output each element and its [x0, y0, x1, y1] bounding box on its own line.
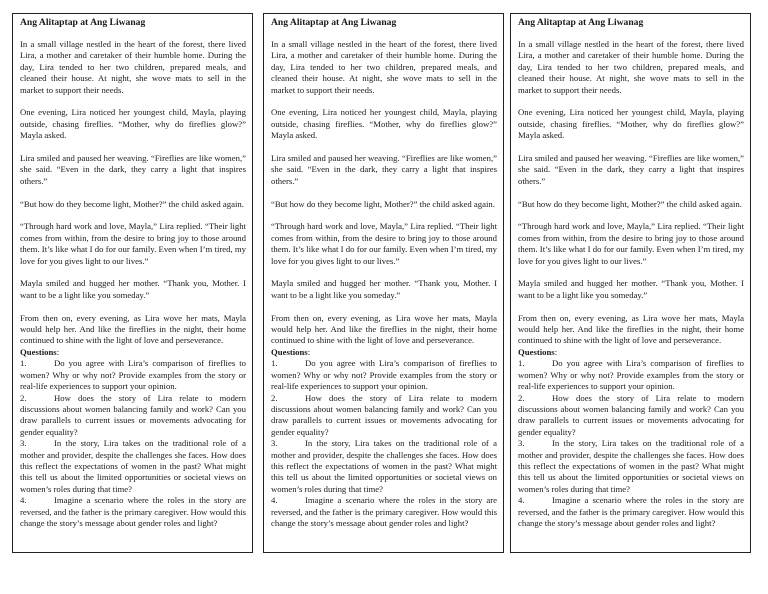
story-paragraph: From then on, every evening, as Lira wove her mats, Mayla would help her. And like the fireflies in the night, their home continued to shine with the light of love and perseverance. [271, 312, 497, 346]
story-paragraph: Mayla smiled and hugged her mother. “Thank you, Mother. I want to be a light like you someday.” [518, 278, 744, 300]
questions-heading: Questions: [518, 346, 558, 357]
question-item: 3. In the story, Lira takes on the traditional role of a mother and provider, despite the challenges she faces. How does this reflect the expectations of women in the past? What might this tell us about the limited opportunities or societal views on women’s roles during that time? [518, 438, 744, 494]
story-paragraph: “But how do they become light, Mother?” the child asked again. [20, 198, 244, 209]
story-paragraph: Mayla smiled and hugged her mother. “Thank you, Mother. I want to be a light like you someday.” [20, 278, 246, 300]
story-paragraph: “Through hard work and love, Mayla,” Lira replied. “Their light comes from within, from the desire to bring joy to those around them. It’s like what I do for our family. Even when I’m tired, my love for you gives light to our lives.” [20, 221, 246, 266]
story-paragraph: Lira smiled and paused her weaving. “Fireflies are like women,” she said. “Even in the dark, they carry a light that inspires others.” [518, 153, 744, 186]
story-paragraph: From then on, every evening, as Lira wove her mats, Mayla would help her. And like the fireflies in the night, their home continued to shine with the light of love and perseverance. [20, 312, 246, 346]
story-card-2 [263, 13, 504, 553]
story-paragraph: “But how do they become light, Mother?” the child asked again. [518, 198, 742, 209]
story-paragraph: In a small village nestled in the heart of the forest, there lived Lira, a mother and caretaker of their humble home. During the day, Lira tended to her two children, prepared meals, and cleaned their house. At night, she wove mats to sell in the market to support their needs. [20, 39, 246, 95]
story-paragraph: One evening, Lira noticed her youngest child, Mayla, playing outside, chasing fireflies. “Mother, why do fireflies glow?” Mayla asked. [271, 107, 497, 141]
question-item: 1. Do you agree with Lira’s comparison of fireflies to women? Why or why not? Provide examples from the story or real-life experiences to support your opinion. [20, 358, 246, 392]
story-paragraph: “Through hard work and love, Mayla,” Lira replied. “Their light comes from within, from the desire to bring joy to those around them. It’s like what I do for our family. Even when I’m tired, my love for you gives light to our lives.” [271, 221, 497, 266]
story-title: Ang Alitaptap at Ang Liwanag [20, 17, 146, 28]
story-title: Ang Alitaptap at Ang Liwanag [271, 17, 397, 28]
question-item: 1. Do you agree with Lira’s comparison of fireflies to women? Why or why not? Provide examples from the story or real-life experiences to support your opinion. [271, 358, 497, 392]
questions-heading: Questions: [271, 346, 311, 357]
question-item: 3. In the story, Lira takes on the traditional role of a mother and provider, despite the challenges she faces. How does this reflect the expectations of women in the past? What might this tell us about the limited opportunities or societal views on women’s roles during that time? [271, 438, 497, 494]
story-card-1 [12, 13, 253, 553]
question-item: 2. How does the story of Lira relate to modern discussions about women balancing family and work? Can you draw parallels to current issues or movements advocating for gender equality? [20, 392, 246, 437]
story-paragraph: In a small village nestled in the heart of the forest, there lived Lira, a mother and caretaker of their humble home. During the day, Lira tended to her two children, prepared meals, and cleaned their house. At night, she wove mats to sell in the market to support their needs. [271, 39, 497, 95]
story-title: Ang Alitaptap at Ang Liwanag [518, 17, 644, 28]
question-item: 4. Imagine a scenario where the roles in the story are reversed, and the father is the primary caregiver. How would this change the story’s message about gender roles and light? [271, 495, 497, 528]
question-item: 4. Imagine a scenario where the roles in the story are reversed, and the father is the primary caregiver. How would this change the story’s message about gender roles and light? [20, 495, 246, 528]
question-item: 2. How does the story of Lira relate to modern discussions about women balancing family and work? Can you draw parallels to current issues or movements advocating for gender equality? [271, 392, 497, 437]
question-item: 1. Do you agree with Lira’s comparison of fireflies to women? Why or why not? Provide examples from the story or real-life experiences to support your opinion. [518, 358, 744, 392]
question-item: 3. In the story, Lira takes on the traditional role of a mother and provider, despite the challenges she faces. How does this reflect the expectations of women in the past? What might this tell us about the limited opportunities or societal views on women’s roles during that time? [20, 438, 246, 494]
questions-heading: Questions: [20, 346, 60, 357]
story-paragraph: “Through hard work and love, Mayla,” Lira replied. “Their light comes from within, from the desire to bring joy to those around them. It’s like what I do for our family. Even when I’m tired, my love for you gives light to our lives.” [518, 221, 744, 266]
question-item: 4. Imagine a scenario where the roles in the story are reversed, and the father is the primary caregiver. How would this change the story’s message about gender roles and light? [518, 495, 744, 528]
story-paragraph: Mayla smiled and hugged her mother. “Thank you, Mother. I want to be a light like you someday.” [271, 278, 497, 300]
story-paragraph: In a small village nestled in the heart of the forest, there lived Lira, a mother and caretaker of their humble home. During the day, Lira tended to her two children, prepared meals, and cleaned their house. At night, she wove mats to sell in the market to support their needs. [518, 39, 744, 95]
story-paragraph: “But how do they become light, Mother?” the child asked again. [271, 198, 495, 209]
story-paragraph: One evening, Lira noticed her youngest child, Mayla, playing outside, chasing fireflies. “Mother, why do fireflies glow?” Mayla asked. [20, 107, 246, 141]
story-paragraph: One evening, Lira noticed her youngest child, Mayla, playing outside, chasing fireflies. “Mother, why do fireflies glow?” Mayla asked. [518, 107, 744, 141]
story-card-3 [510, 13, 751, 553]
story-paragraph: Lira smiled and paused her weaving. “Fireflies are like women,” she said. “Even in the dark, they carry a light that inspires others.” [20, 153, 246, 186]
story-paragraph: From then on, every evening, as Lira wove her mats, Mayla would help her. And like the fireflies in the night, their home continued to shine with the light of love and perseverance. [518, 312, 744, 346]
question-item: 2. How does the story of Lira relate to modern discussions about women balancing family and work? Can you draw parallels to current issues or movements advocating for gender equality? [518, 392, 744, 437]
story-paragraph: Lira smiled and paused her weaving. “Fireflies are like women,” she said. “Even in the dark, they carry a light that inspires others.” [271, 153, 497, 186]
